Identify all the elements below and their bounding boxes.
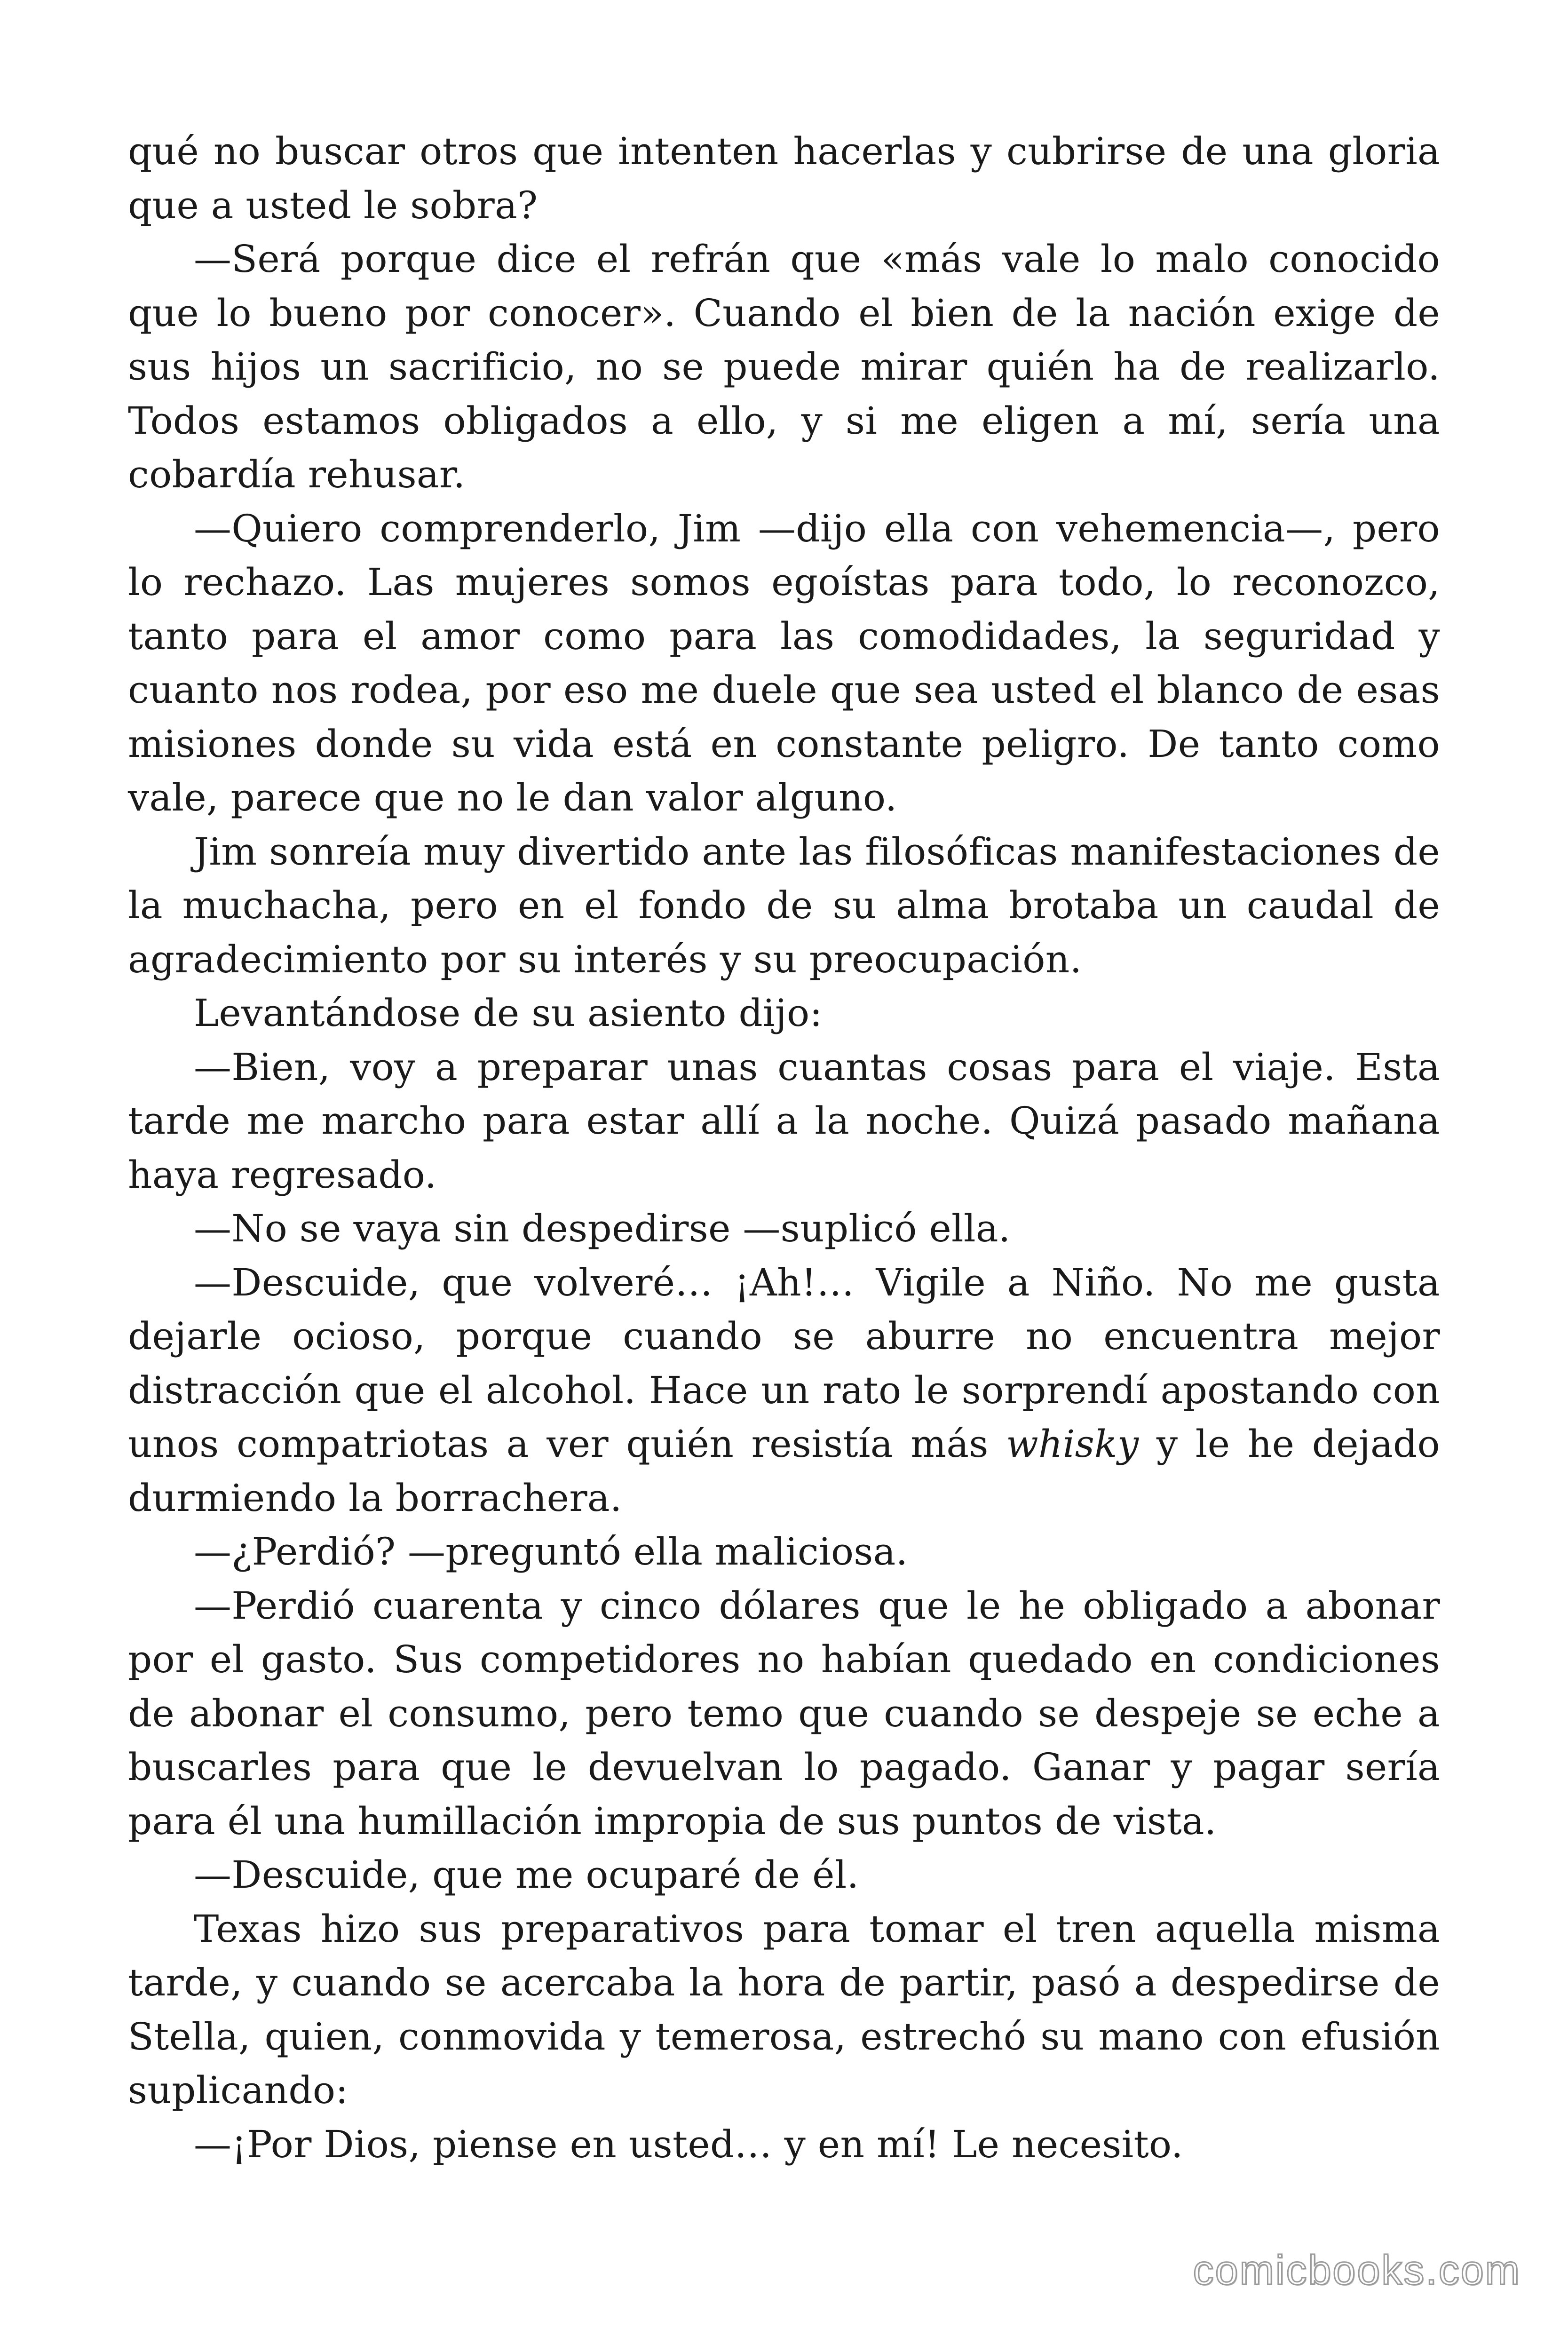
paragraph: —¡Por Dios, piense en usted… y en mí! Le necesito. — [194, 2122, 1183, 2166]
paragraph: —No se vaya sin despedirse —suplicó ella. — [194, 1207, 1011, 1250]
paragraph — [128, 1256, 1440, 1526]
paragraph: qué no buscar otros que intenten hacerlas y cubrirse de una gloria que a usted le sobra? — [128, 129, 1440, 227]
watermark: comicbooks.com — [1193, 2247, 1521, 2293]
paragraph: —Quiero comprenderlo, Jim —dijo ella con vehemencia—, pero lo rechazo. Las mujeres somos egoístas para todo, lo reconozco, tanto para el amor como para las comodidades, la seguridad y cuanto nos rodea, por eso me duele que sea usted el blanco de esas misiones donde su vida está en constante peligro. De tanto como vale, parece que no le dan valor alguno. — [128, 506, 1440, 819]
paragraph: Levantándose de su asiento dijo: — [194, 991, 823, 1035]
paragraph: —Será porque dice el refrán que «más vale lo malo conocido que lo bueno por conocer». Cuando el bien de la nación exige de sus hijos un sacrificio, no se puede mirar quién ha de realizarlo. Todos estamos obligados a ello, y si me eligen a mí, sería una cobardía rehusar. — [128, 237, 1440, 496]
paragraph: —Perdió cuarenta y cinco dólares que le he obligado a abonar por el gasto. Sus competidores no habían quedado en condiciones de abonar el consumo, pero temo que cuando se despeje se eche a buscarles para que le devuelvan lo pagado. Ganar y pagar sería para él una humillación impropia de sus puntos de vista. — [128, 1583, 1440, 1843]
paragraph: Texas hizo sus preparativos para tomar el tren aquella misma tarde, y cuando se acercaba la hora de partir, pasó a despedirse de Stella, quien, conmovida y temerosa, estrechó su mano con efusión suplicando: — [128, 1907, 1440, 2112]
paragraph: Jim sonreía muy divertido ante las filosóficas manifestaciones de la muchacha, pero en el fondo de su alma brotaba un caudal de agradecimiento por su interés y su preocupación. — [128, 829, 1440, 981]
paragraph-text: y le he dejado durmiendo la borrachera. — [128, 1422, 1441, 1520]
paragraph: —Bien, voy a preparar unas cuantas cosas para el viaje. Esta tarde me marcho para estar allí a la noche. Quizá pasado mañana haya regresado. — [128, 1045, 1440, 1197]
italic-word: whisky — [1006, 1422, 1139, 1466]
paragraph: —Descuide, que me ocuparé de él. — [194, 1853, 859, 1897]
body-text — [128, 125, 1440, 2171]
paragraph: —¿Perdió? —preguntó ella maliciosa. — [194, 1530, 908, 1573]
paragraph-text: —Descuide, que volveré… ¡Ah!… Vigile a Niño. No me gusta dejarle ocioso, porque cuando se aburre no encuentra mejor distracción que el alcohol. Hace un rato le sorprendí apostando con unos compatriotas a ver quién resistía más — [128, 1260, 1440, 1466]
